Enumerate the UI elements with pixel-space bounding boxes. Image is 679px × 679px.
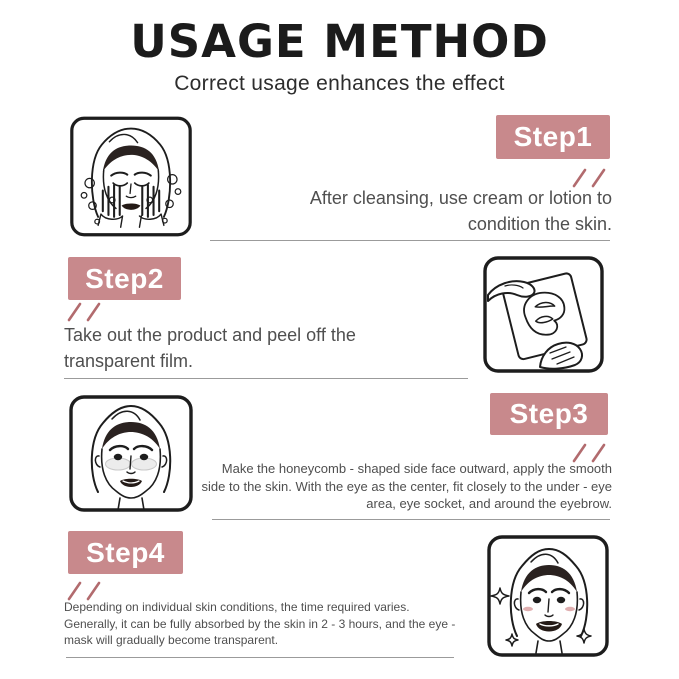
step1-label: Step1 <box>513 121 593 152</box>
step1-badge <box>496 115 610 159</box>
step2-badge <box>68 257 181 300</box>
face-cleansing-icon <box>69 115 193 238</box>
face-cleansing-illustration <box>69 115 193 238</box>
decor-slashes-icon <box>63 301 107 323</box>
page-subtitle: Correct usage enhances the effect <box>174 72 505 96</box>
divider <box>210 240 610 241</box>
step1-description: After cleansing, use cream or lotion to condition the skin. <box>309 188 612 234</box>
step3-label: Step3 <box>509 398 589 429</box>
step4-badge <box>68 531 183 574</box>
radiant-face-icon <box>486 534 610 658</box>
divider <box>212 519 610 520</box>
eye-mask-applied-icon <box>68 394 194 513</box>
step3-description: Make the honeycomb - shaped side face outward, apply the smooth side to the skin. With the eye as the center, fit closely to the under - eye area, eye socket, and around the eyebrow. <box>201 461 612 511</box>
step4-description: Depending on individual skin conditions, the time required varies. Generally, it can be fully absorbed by the skin in 2 - 3 hours, and the eye - mask will gradually become transparent. <box>64 600 456 647</box>
divider <box>64 378 468 379</box>
divider <box>66 657 454 658</box>
step2-label: Step2 <box>85 262 164 294</box>
eye-mask-applied-illustration <box>68 394 194 513</box>
peel-film-illustration <box>482 255 605 374</box>
header <box>0 15 679 96</box>
step4-label: Step4 <box>86 536 165 568</box>
step3-badge <box>490 393 608 435</box>
radiant-face-illustration <box>486 534 610 658</box>
page-title: USAGE METHOD <box>130 15 549 68</box>
step2-description: Take out the product and peel off the transparent film. <box>64 325 356 371</box>
peel-film-icon <box>482 255 605 374</box>
